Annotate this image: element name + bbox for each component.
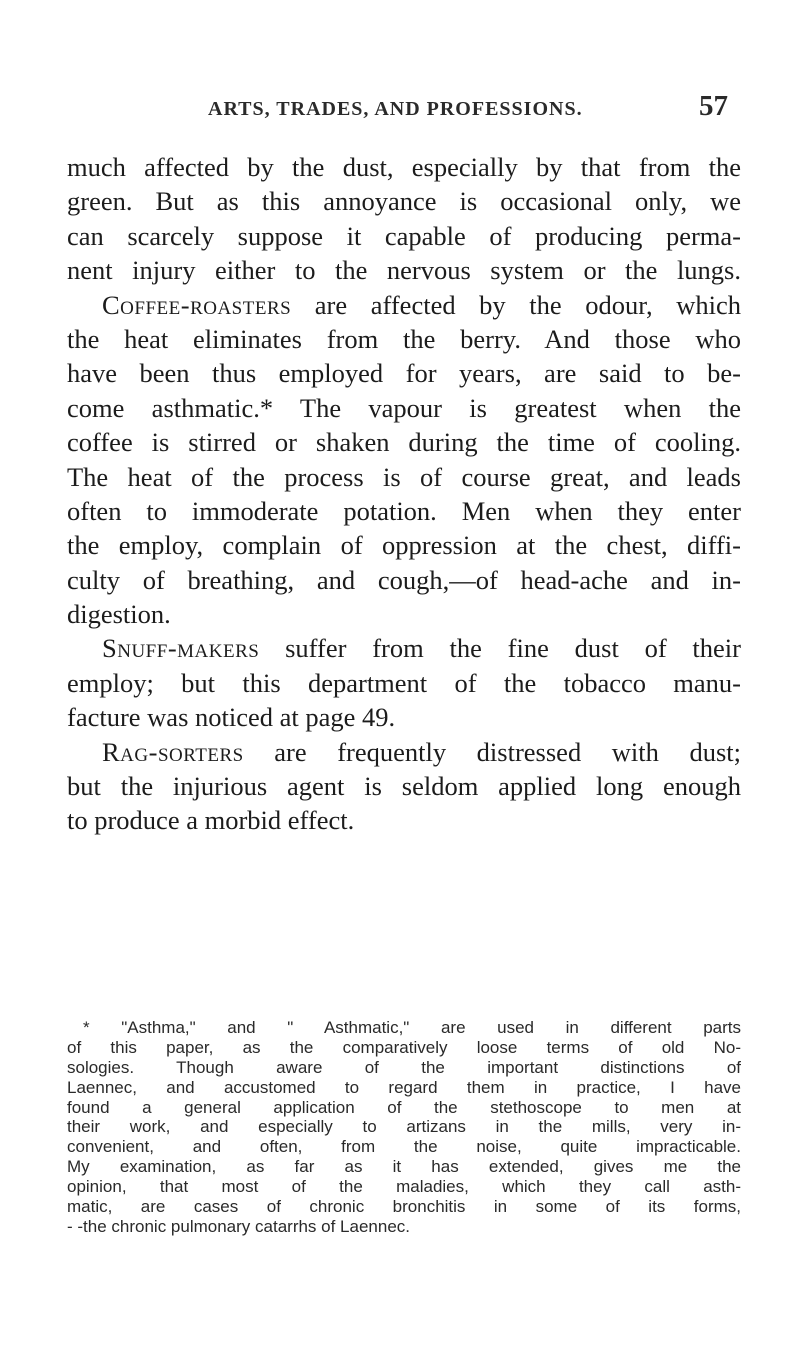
footnote-line: matic, are cases of chronic bronchitis in some of its forms,: [67, 1197, 741, 1217]
text-line: employ; but this department of the tobacco manu-: [67, 667, 741, 698]
footnote-line: * "Asthma," and " Asthmatic," are used in different parts: [83, 1018, 741, 1037]
main-text: [67, 150, 741, 838]
text-line: the heat eliminates from the berry. And those who: [67, 323, 741, 354]
text-run: are affected by the odour, which: [291, 289, 741, 320]
text-line: to produce a morbid effect.: [67, 805, 355, 836]
footnote: [67, 1018, 741, 1237]
coffee-roasters-heading: Coffee-roasters: [102, 289, 292, 320]
page-number: 57: [699, 90, 728, 122]
snuff-makers-heading: Snuff-makers: [102, 633, 260, 664]
coffee-roasters-paragraph-start: [67, 288, 741, 322]
text-line: come asthmatic.* The vapour is greatest when the: [67, 392, 741, 423]
text-run: are frequently distressed with dust;: [243, 736, 741, 767]
text-run: suffer from the fine dust of their: [259, 633, 741, 664]
footnote-line: Laennec, and accustomed to regard them in practice, I have: [67, 1077, 741, 1097]
footnote-line: - -the chronic pulmonary catarrhs of Laennec.: [67, 1216, 411, 1236]
snuff-makers-paragraph-start: [67, 631, 741, 665]
text-line: culty of breathing, and cough,—of head-ache and in-: [67, 564, 741, 595]
text-line: coffee is stirred or shaken during the time of cooling.: [67, 427, 741, 458]
rag-sorters-heading: Rag-sorters: [102, 736, 244, 767]
rag-sorters-paragraph-start: [67, 735, 741, 769]
text-line: the employ, complain of oppression at the chest, diffi-: [67, 530, 741, 561]
text-line: digestion.: [67, 599, 171, 630]
footnote-line: sologies. Though aware of the important distinctions of: [67, 1057, 741, 1077]
text-line: have been thus employed for years, are said to be-: [67, 358, 741, 389]
text-line: The heat of the process is of course great, and leads: [67, 461, 741, 492]
text-line: facture was noticed at page 49.: [67, 702, 396, 733]
footnote-line: of this paper, as the comparatively loose terms of old No-: [67, 1037, 741, 1057]
text-line: but the injurious agent is seldom applied long enough: [67, 771, 741, 802]
footnote-line: opinion, that most of the maladies, which they call asth-: [67, 1177, 741, 1197]
footnote-line: their work, and especially to artizans in the mills, very in-: [67, 1117, 741, 1137]
text-line: nent injury either to the nervous system or the lungs.: [67, 255, 741, 286]
text-line: green. But as this annoyance is occasional only, we: [67, 186, 741, 217]
footnote-line: convenient, and often, from the noise, quite impracticable.: [67, 1137, 741, 1157]
text-line: can scarcely suppose it capable of producing perma-: [67, 220, 741, 251]
footnote-line: found a general application of the stethoscope to men at: [67, 1097, 741, 1117]
text-line: often to immoderate potation. Men when they enter: [67, 495, 741, 526]
footnote-line: My examination, as far as it has extended, gives me the: [67, 1157, 741, 1177]
page-header: [0, 90, 800, 130]
text-line: much affected by the dust, especially by that from the: [67, 152, 741, 182]
running-title: ARTS, TRADES, AND PROFESSIONS.: [208, 98, 583, 120]
